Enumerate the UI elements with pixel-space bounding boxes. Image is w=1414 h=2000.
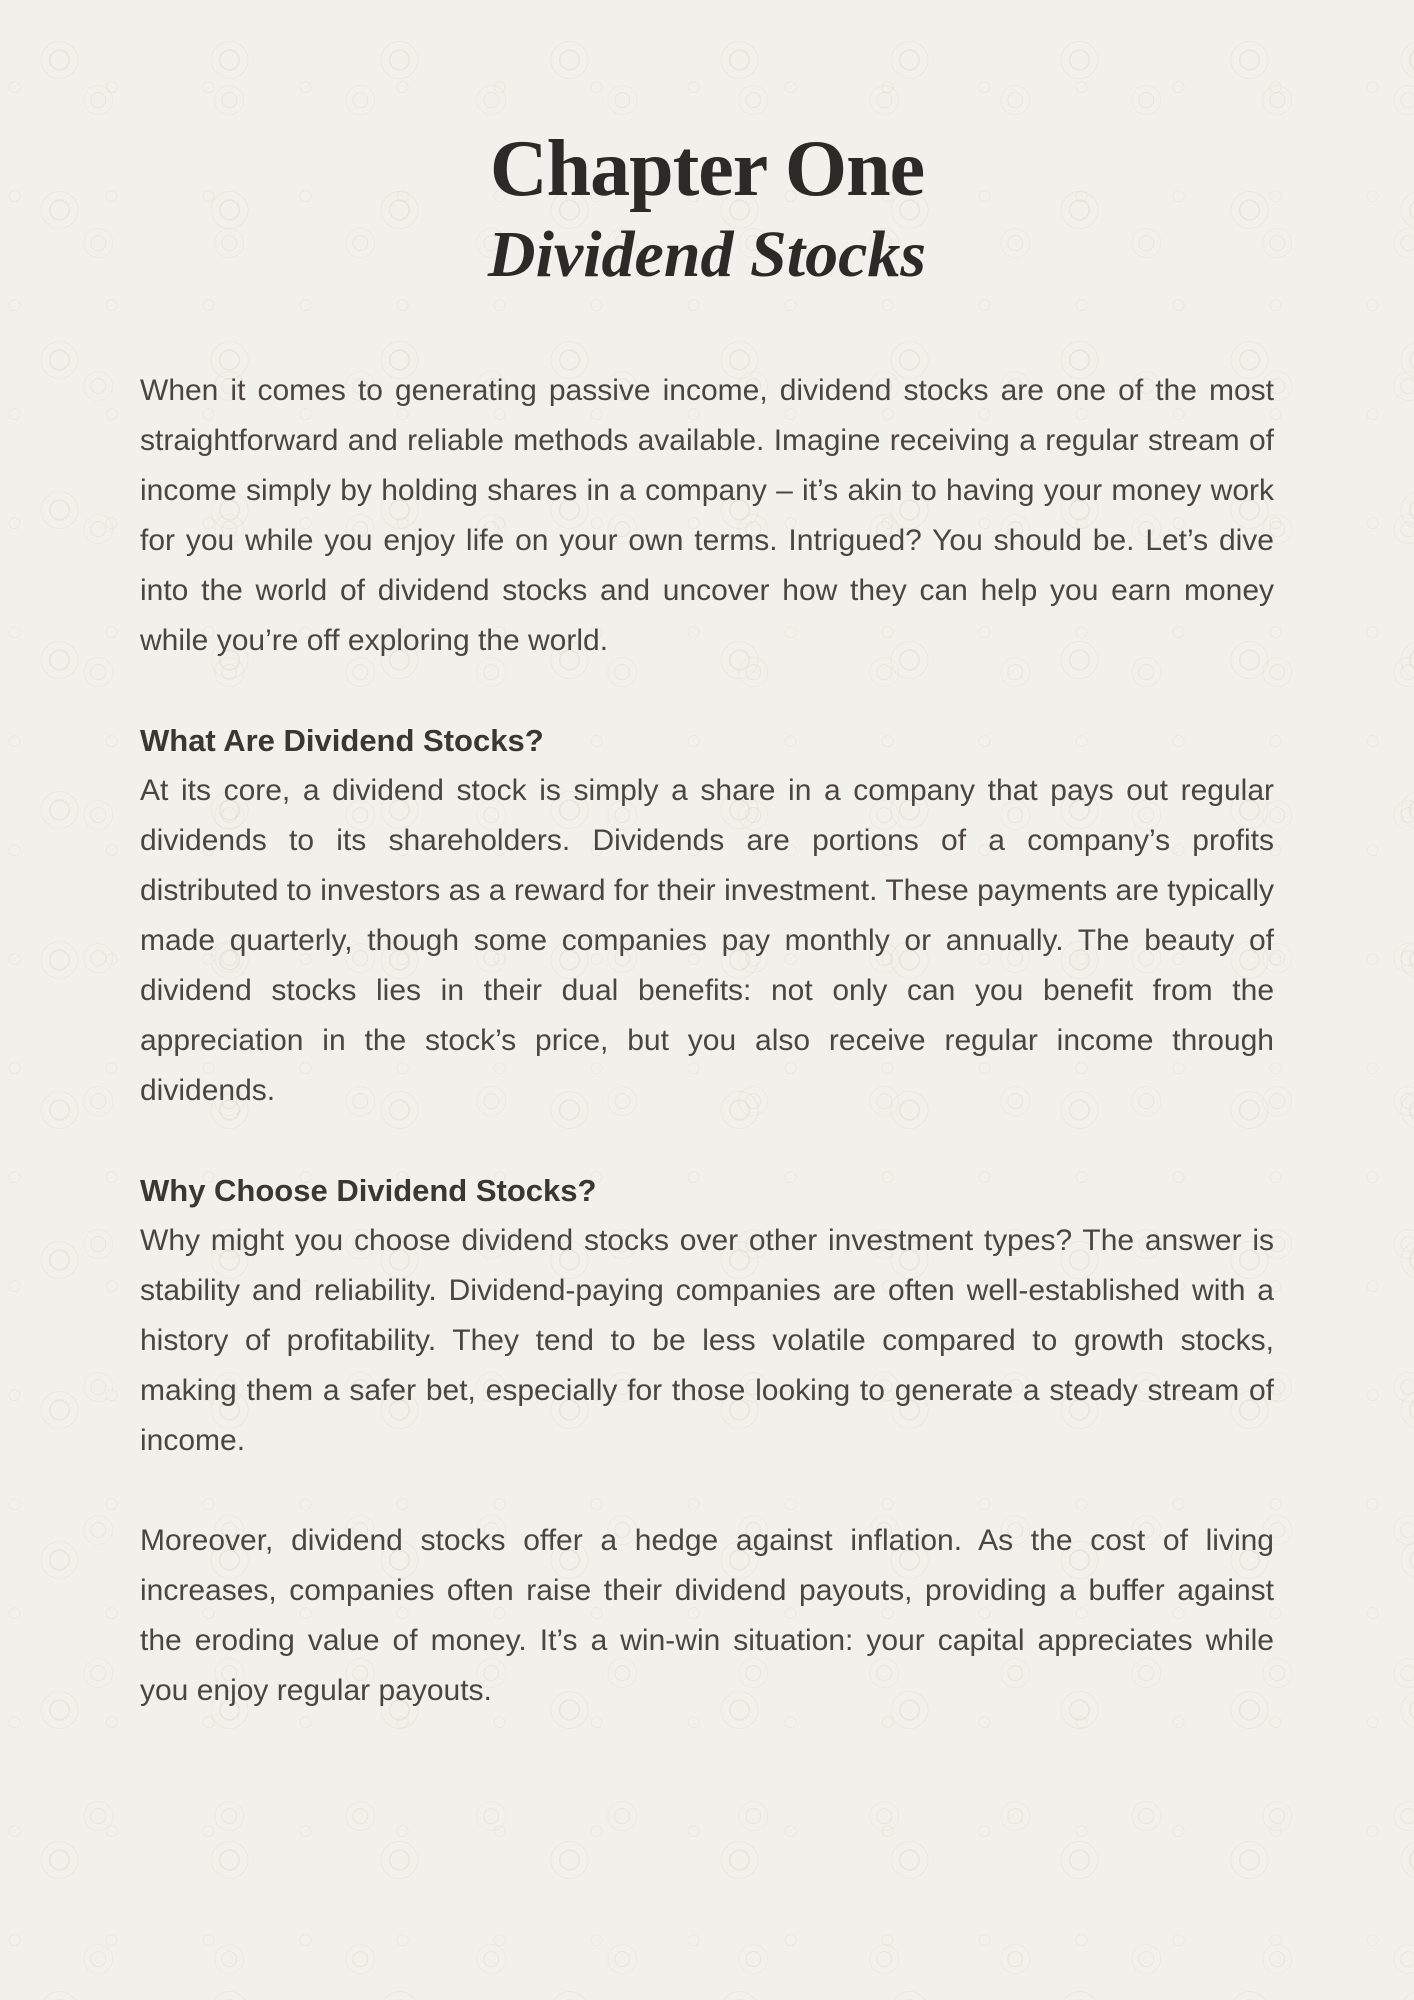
section-why-choose-dividend-stocks — [140, 1166, 1274, 1716]
section-paragraph: Moreover, dividend stocks offer a hedge against inflation. As the cost of living increases, companies often raise their dividend payouts, providing a buffer against the eroding value of money. It’s a win-win situation: your capital appreciates while you enjoy regular payouts. — [140, 1524, 1274, 1707]
section-heading-why-choose-dividend-stocks: Why Choose Dividend Stocks? — [140, 1173, 597, 1208]
chapter-body — [140, 366, 1274, 1716]
section-what-are-dividend-stocks — [140, 716, 1274, 1116]
section-paragraph: Why might you choose dividend stocks over other investment types? The answer is stability and reliability. Dividend-paying companies are often well-established with a history of profitability. They tend to be less volatile compared to growth stocks, making them a safer bet, especially for those looking to generate a steady stream of income. — [140, 1224, 1274, 1457]
chapter-header — [140, 0, 1274, 292]
intro-paragraph: When it comes to generating passive income, dividend stocks are one of the most straightforward and reliable methods available. Imagine receiving a regular stream of income simply by holding shares in a company – it’s akin to having your money work for you while you enjoy life on your own terms. Intrigued? You should be. Let’s dive into the world of dividend stocks and uncover how they can help you earn money while you’re off exploring the world. — [140, 374, 1274, 657]
section-heading-what-are-dividend-stocks: What Are Dividend Stocks? — [140, 723, 544, 758]
chapter-subtitle: Dividend Stocks — [487, 218, 927, 291]
section-paragraph: At its core, a dividend stock is simply a share in a company that pays out regular dividends to its shareholders. Dividends are portions of a company’s profits distributed to investors as a reward for their investment. These payments are typically made quarterly, though some companies pay monthly or annually. The beauty of dividend stocks lies in their dual benefits: not only can you benefit from the appreciation in the stock’s price, but you also receive regular income through dividends. — [140, 774, 1274, 1107]
chapter-title: Chapter One — [489, 125, 925, 213]
